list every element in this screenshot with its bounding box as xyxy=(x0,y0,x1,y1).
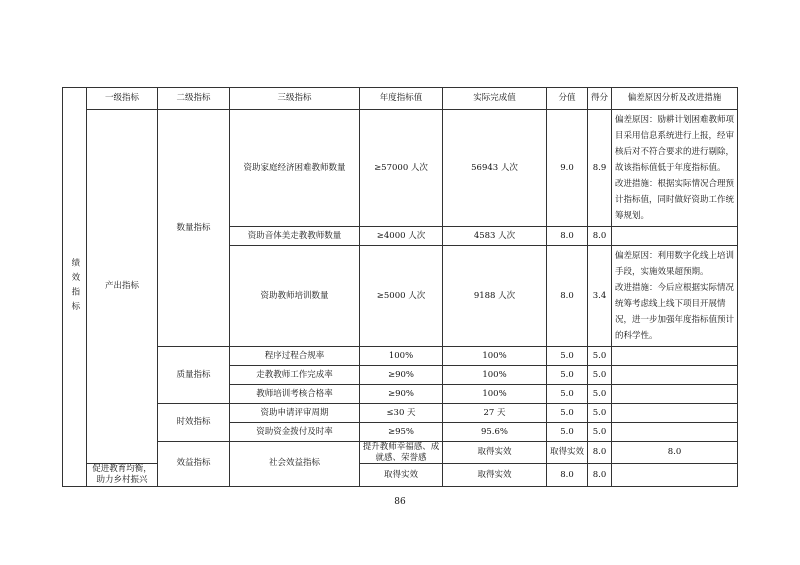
indicator-score: 5.0 xyxy=(588,366,612,385)
header-actual: 实际完成值 xyxy=(443,88,547,110)
note-line: 目采用信息系统进行上报，经审 xyxy=(615,131,735,141)
note-line: 偏差原因：励耕计划困难教师项 xyxy=(615,115,735,125)
indicator-target: ≥5000 人次 xyxy=(360,246,443,347)
note-line: 改进措施：根据实际情况合理预 xyxy=(615,179,735,189)
deviation-note-3 xyxy=(612,246,738,347)
note-line: 故该指标值低于年度指标值。 xyxy=(615,163,726,173)
header-target: 年度指标值 xyxy=(360,88,443,110)
deviation-note-empty xyxy=(612,385,738,404)
note-line: 统筹考虑线上线下项目开展情 xyxy=(615,299,726,309)
indicator-target: ≥95% xyxy=(360,423,443,442)
indicator-actual: 9188 人次 xyxy=(443,246,547,347)
indicator-value: 8.0 xyxy=(547,227,588,246)
note-line: 况，进一步加强年度指标值预计 xyxy=(615,315,735,325)
deviation-note-empty xyxy=(612,464,738,486)
indicator-score: 3.4 xyxy=(588,246,612,347)
deviation-note-1 xyxy=(612,110,738,227)
header-score-got: 得分 xyxy=(588,88,612,110)
level2-social: 社会效益指标 xyxy=(230,442,360,487)
indicator-actual: 56943 人次 xyxy=(443,110,547,227)
indicator-name: 提升教师幸福感、成就感、荣誉感 xyxy=(360,442,443,464)
indicator-target: ≥90% xyxy=(360,385,443,404)
level1-benefit: 效益指标 xyxy=(158,442,230,487)
indicator-target: 100% xyxy=(360,347,443,366)
section-label-cell xyxy=(63,88,87,487)
indicator-value: 8.0 xyxy=(547,464,588,486)
level2-quantity: 数量指标 xyxy=(158,110,230,347)
header-level2: 二级指标 xyxy=(158,88,230,110)
note-line: 手段，实施效果超预期。 xyxy=(615,267,709,277)
indicator-score: 8.0 xyxy=(612,442,738,464)
indicator-actual: 100% xyxy=(443,347,547,366)
indicator-name: 资助申请评审周期 xyxy=(230,404,360,423)
indicator-value: 5.0 xyxy=(547,347,588,366)
indicator-actual: 27 天 xyxy=(443,404,547,423)
indicator-name: 走教教师工作完成率 xyxy=(230,366,360,385)
indicator-actual: 100% xyxy=(443,366,547,385)
indicator-name: 教师培训考核合格率 xyxy=(230,385,360,404)
note-line: 偏差原因：利用数字化线上培训 xyxy=(615,251,735,261)
indicator-value: 5.0 xyxy=(547,385,588,404)
header-level3: 三级指标 xyxy=(230,88,360,110)
note-line: 改进措施：今后应根据实际情况 xyxy=(615,283,735,293)
level2-quality: 质量指标 xyxy=(158,347,230,404)
indicator-score: 8.0 xyxy=(588,464,612,486)
level2-timeliness: 时效指标 xyxy=(158,404,230,442)
indicator-value: 5.0 xyxy=(547,404,588,423)
note-line: 计指标值，同时做好资助工作统 xyxy=(615,195,735,205)
indicator-value: 8.0 xyxy=(547,246,588,347)
indicator-value: 5.0 xyxy=(547,366,588,385)
indicator-target: ≥90% xyxy=(360,366,443,385)
indicator-score: 5.0 xyxy=(588,423,612,442)
indicator-target: 取得实效 xyxy=(443,442,547,464)
indicator-name: 资助音体美走教教师数量 xyxy=(230,227,360,246)
section-label: 绩效指标 xyxy=(69,257,80,316)
indicator-score: 5.0 xyxy=(588,404,612,423)
page-number: 86 xyxy=(394,497,406,507)
indicator-name: 促进教育均衡，助力乡村振兴 xyxy=(87,464,158,486)
table-row xyxy=(63,347,738,366)
indicator-score: 8.9 xyxy=(588,110,612,227)
indicator-target: ≤30 天 xyxy=(360,404,443,423)
header-analysis: 偏差原因分析及改进措施 xyxy=(612,88,738,110)
performance-indicator-table xyxy=(62,87,738,487)
deviation-note-empty xyxy=(612,404,738,423)
note-line: 筹规划。 xyxy=(615,211,650,221)
level1-output: 产出指标 xyxy=(87,110,158,464)
indicator-name: 资助家庭经济困难教师数量 xyxy=(230,110,360,227)
indicator-actual: 4583 人次 xyxy=(443,227,547,246)
header-level1: 一级指标 xyxy=(87,88,158,110)
deviation-note-empty xyxy=(612,227,738,246)
header-score-value: 分值 xyxy=(547,88,588,110)
indicator-value: 9.0 xyxy=(547,110,588,227)
indicator-actual: 取得实效 xyxy=(547,442,588,464)
indicator-name: 程序过程合规率 xyxy=(230,347,360,366)
indicator-actual: 95.6% xyxy=(443,423,547,442)
table-row xyxy=(63,442,738,464)
indicator-target: 取得实效 xyxy=(360,464,443,486)
indicator-score: 5.0 xyxy=(588,385,612,404)
indicator-score: 8.0 xyxy=(588,227,612,246)
indicator-value: 5.0 xyxy=(547,423,588,442)
table-row xyxy=(63,404,738,423)
indicator-name: 资助教师培训数量 xyxy=(230,246,360,347)
indicator-score: 5.0 xyxy=(588,347,612,366)
deviation-note-empty xyxy=(612,347,738,366)
indicator-target: ≥57000 人次 xyxy=(360,110,443,227)
indicator-name: 资助资金拨付及时率 xyxy=(230,423,360,442)
note-line: 核后对不符合要求的进行剔除， xyxy=(615,147,735,157)
indicator-value: 8.0 xyxy=(588,442,612,464)
indicator-actual: 100% xyxy=(443,385,547,404)
indicator-actual: 取得实效 xyxy=(443,464,547,486)
deviation-note-empty xyxy=(612,423,738,442)
indicator-target: ≥4000 人次 xyxy=(360,227,443,246)
table-row xyxy=(63,110,738,227)
header-row xyxy=(63,88,738,110)
note-line: 的科学性。 xyxy=(615,331,658,341)
deviation-note-empty xyxy=(612,366,738,385)
